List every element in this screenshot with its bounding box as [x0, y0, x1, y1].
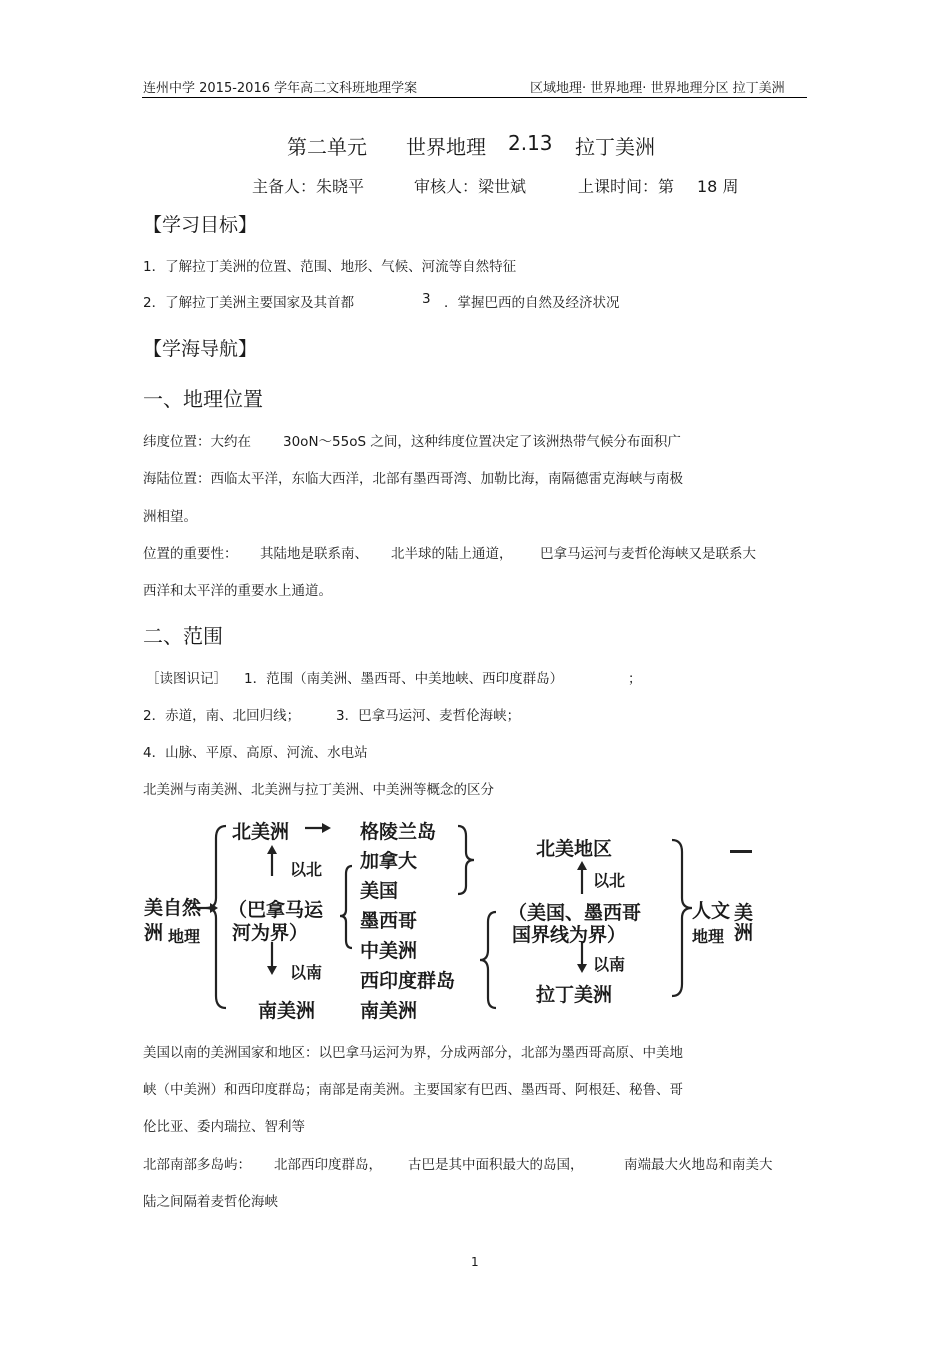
region-usa: 美国 — [360, 880, 399, 902]
down-arrowhead-right — [577, 964, 587, 973]
inner-brace — [340, 866, 352, 948]
diagram-mark — [730, 850, 752, 853]
left-brace — [206, 826, 226, 1008]
importance-text-b: 北半球的陆上通道， — [391, 546, 513, 562]
latitude-label: 纬度位置：大约在 — [143, 434, 251, 450]
up-arrowhead-right — [577, 861, 587, 870]
importance-label: 位置的重要性： — [143, 546, 238, 562]
page-number: 1 — [471, 1255, 479, 1269]
by-north-left: 以北 — [290, 860, 323, 879]
goal-item-3-number: 3 — [422, 291, 431, 307]
region-mexico: 墨西哥 — [360, 910, 418, 932]
natural-geo-label-bottom-b: 地理 — [168, 927, 201, 946]
humanities-geo-label-bottom-a: 地理 — [692, 927, 725, 946]
by-south-right: 以南 — [593, 955, 626, 974]
title-subject: 世界地理 — [406, 135, 486, 159]
right-brace-bottom — [480, 912, 496, 1008]
down-arrowhead-left — [267, 966, 277, 975]
read-map-item-1: 1．范围（南美洲、墨西哥、中美地峡、西印度群岛） — [244, 671, 564, 687]
humanities-geo-label-bottom-b: 洲 — [734, 922, 754, 944]
header-left: 连州中学 2015-2016 学年高二文科班地理学案 — [143, 81, 418, 96]
nav-heading: 【学海导航】 — [143, 338, 258, 360]
sea-land-text-2: 洲相望。 — [143, 509, 197, 525]
latitude-text: 30oN～55oS 之间，这种纬度位置决定了该洲热带气候分布面积广 — [283, 434, 681, 450]
us-mexico-border-a: （美国、墨西哥 — [508, 902, 642, 924]
humanities-geo-label-top-a: 人文 — [692, 900, 731, 922]
islands-text-a: 北部西印度群岛， — [274, 1157, 382, 1173]
region-greenland: 格陵兰岛 — [360, 821, 437, 843]
class-week: 18 周 — [697, 177, 739, 196]
importance-text-c: 巴拿马运河与麦哲伦海峡又是联系大 — [540, 546, 756, 562]
sea-land-text-1: 海陆位置：西临太平洋，东临大西洋，北部有墨西哥湾、加勒比海，南隔德雷克海峡与南极 — [143, 471, 683, 487]
natural-geo-label-top: 美自然 — [144, 897, 202, 919]
islands-text-c: 南端最大火地岛和南美大 — [624, 1157, 773, 1173]
up-arrowhead-left — [267, 845, 277, 854]
panama-boundary-a: （巴拿马运 — [228, 899, 324, 921]
title-topic: 拉丁美洲 — [575, 135, 655, 159]
goal-item-3: ．掌握巴西的自然及经济状况 — [444, 295, 620, 311]
goal-item-2: 2．了解拉丁美洲主要国家及其首都 — [143, 295, 355, 311]
concept-compare-text: 北美洲与南美洲、北美洲与拉丁美洲、中美洲等概念的区分 — [143, 782, 494, 798]
by-north-right: 以北 — [593, 871, 626, 890]
region-south-america: 南美洲 — [360, 1000, 418, 1022]
natural-geo-label-bottom-a: 洲 — [144, 922, 164, 944]
region-canada: 加拿大 — [360, 850, 418, 872]
islands-text-b: 古巴是其中面积最大的岛国， — [408, 1157, 584, 1173]
goals-heading: 【学习目标】 — [143, 214, 258, 236]
north-america-region-node: 北美地区 — [536, 838, 613, 860]
read-map-semicolon: ； — [628, 671, 642, 687]
section1-heading: 一、地理位置 — [143, 387, 263, 411]
humanities-geo-label-top-b: 美 — [734, 902, 754, 924]
south-of-us-text-2: 峡（中美洲）和西印度群岛；南部是南美洲。主要国家有巴西、墨西哥、阿根廷、秘鲁、哥 — [143, 1082, 683, 1098]
by-south-left: 以南 — [290, 963, 323, 982]
north-america-node: 北美洲 — [232, 821, 290, 843]
south-of-us-text-3: 伦比亚、委内瑞拉、智利等 — [143, 1119, 305, 1135]
humanities-brace — [672, 840, 692, 996]
title-number: 2.13 — [508, 131, 553, 155]
islands-label: 北部南部多岛屿： — [143, 1157, 251, 1173]
read-map-item-2: 2．赤道，南、北回归线； — [143, 708, 301, 724]
na-arrow-head — [322, 823, 331, 833]
class-time-label: 上课时间：第 — [578, 177, 675, 196]
read-map-item-4: 4．山脉、平原、高原、河流、水电站 — [143, 745, 368, 761]
reviewer: 审核人：梁世斌 — [414, 177, 527, 196]
section2-heading: 二、范围 — [143, 624, 223, 648]
region-west-indies: 西印度群岛 — [360, 970, 456, 992]
south-of-us-text-1: 美国以南的美洲国家和地区：以巴拿马运河为界，分成两部分，北部为墨西哥高原、中美地 — [143, 1045, 683, 1061]
latin-america-node: 拉丁美洲 — [536, 984, 613, 1006]
preparer: 主备人：朱晓平 — [252, 177, 365, 196]
importance-text-a: 其陆地是联系南、 — [260, 546, 368, 562]
header-right: 区域地理· 世界地理· 世界地理分区 拉丁美洲 — [530, 81, 785, 96]
us-mexico-border-b: 国界线为界） — [512, 924, 627, 946]
islands-text-d: 陆之间隔着麦哲伦海峡 — [143, 1194, 278, 1210]
title-unit: 第二单元 — [287, 135, 367, 159]
read-map-item-3: 3．巴拿马运河、麦哲伦海峡； — [336, 708, 521, 724]
read-map-label: ［读图识记］ — [146, 671, 227, 687]
right-brace-top — [458, 826, 474, 894]
importance-text-d: 西洋和太平洋的重要水上通道。 — [143, 583, 332, 599]
south-america-node: 南美洲 — [258, 1000, 316, 1022]
panama-boundary-b: 河为界） — [232, 922, 309, 944]
goal-item-1: 1．了解拉丁美洲的位置、范围、地形、气候、河流等自然特征 — [143, 259, 517, 275]
region-central-america: 中美洲 — [360, 940, 418, 962]
